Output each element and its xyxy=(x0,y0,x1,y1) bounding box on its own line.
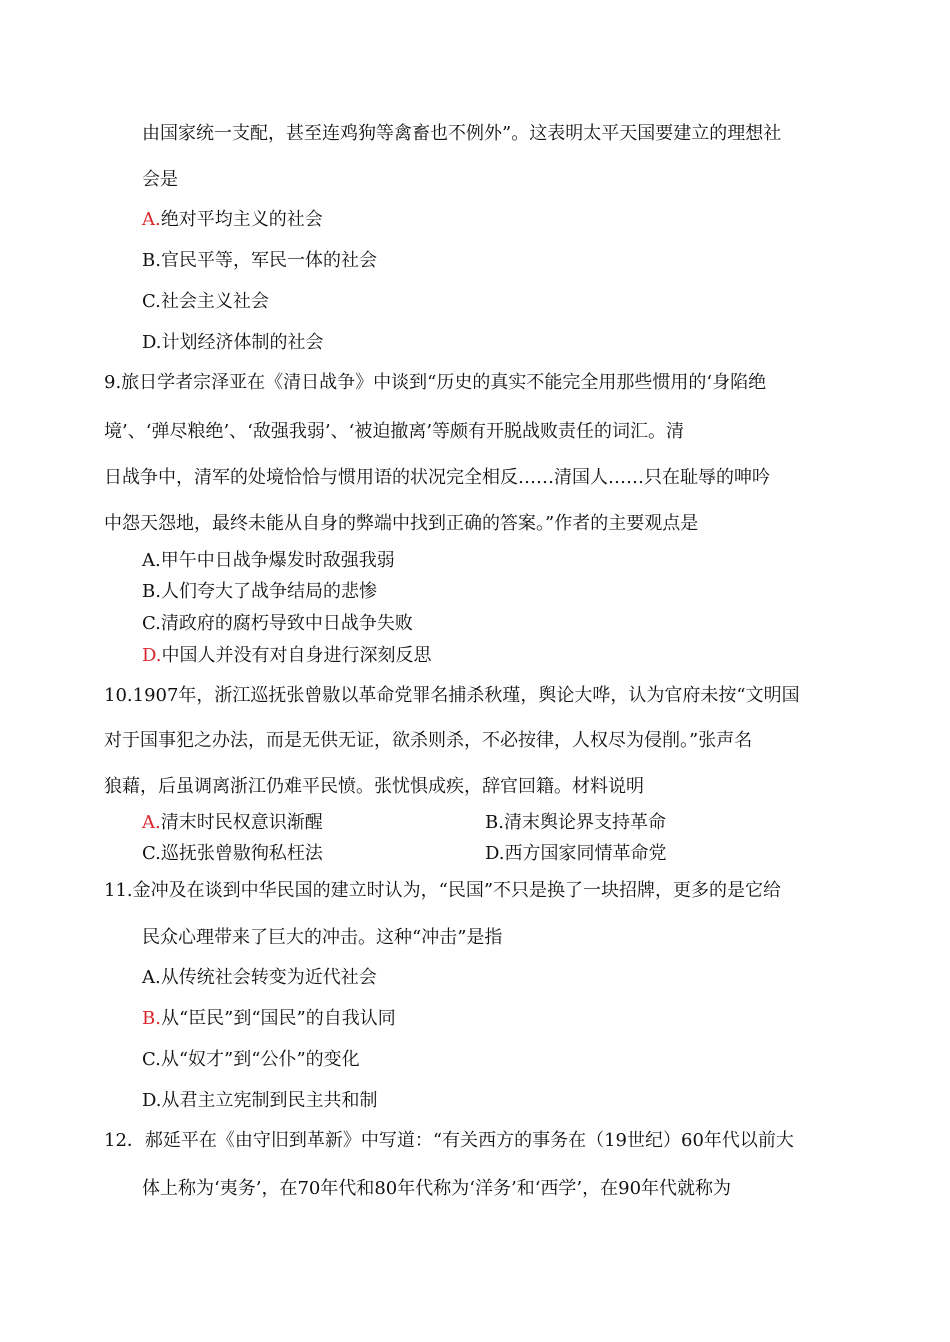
option-letter: B. xyxy=(485,812,504,833)
option-text: 巡抚张曾敭徇私枉法 xyxy=(160,843,323,864)
option-text: 从“奴才”到“公仆”的变化 xyxy=(160,1049,360,1070)
q11-stem-line-1: 11.金冲及在谈到中华民国的建立时认为，“民国”不只是换了一块招牌，更多的是它给 xyxy=(104,880,782,901)
option-text: 社会主义社会 xyxy=(160,291,269,312)
option-letter: D. xyxy=(485,843,505,864)
q10-option-a xyxy=(142,811,323,835)
q8-option-d xyxy=(142,331,324,355)
option-text: 从传统社会转变为近代社会 xyxy=(160,967,377,988)
q8-stem-line-2: 会是 xyxy=(142,169,178,190)
q10-stem-line-2: 对于国事犯之办法，而是无供无证，欲杀则杀，不必按律，人权尽为侵削。”张声名 xyxy=(104,730,753,751)
option-letter: D. xyxy=(142,645,162,666)
q9-stem-line-2: 境’、‘弹尽粮绝’、‘敌强我弱’、‘被迫撤离’等颇有开脱战败责任的词汇。清 xyxy=(104,421,685,442)
q8-option-c xyxy=(142,290,269,314)
q8-option-a xyxy=(142,208,323,232)
option-letter: A. xyxy=(142,550,161,571)
option-text: 清政府的腐朽导致中日战争失败 xyxy=(160,613,413,634)
q9-stem-line-4: 中怨天怨地，最终未能从自身的弊端中找到正确的答案。”作者的主要观点是 xyxy=(104,513,699,534)
option-letter: B. xyxy=(142,581,161,602)
q10-stem-line-3: 狼藉，后虽调离浙江仍难平民愤。张忧惧成疾，辞官回籍。材料说明 xyxy=(104,776,644,797)
option-text: 官民平等，军民一体的社会 xyxy=(160,250,377,271)
q8-option-b xyxy=(142,249,377,273)
option-letter: C. xyxy=(142,1049,161,1070)
q9-stem-line-3: 日战争中，清军的处境恰恰与惯用语的状况完全相反……清国人……只在耻辱的呻吟 xyxy=(104,467,770,488)
q8-stem-line-1: 由国家统一支配，甚至连鸡狗等禽畜也不例外”。这表明太平天国要建立的理想社 xyxy=(142,123,782,144)
q12-stem-line-1: 12．郝延平在《由守旧到革新》中写道：“有关西方的事务在（19世纪）60年代以前大 xyxy=(104,1130,794,1151)
q9-option-b xyxy=(142,580,377,604)
option-letter: A. xyxy=(142,812,161,833)
q9-stem-line-1: 9.旅日学者宗泽亚在《清日战争》中谈到“历史的真实不能完全用那些惯用的‘身陷绝 xyxy=(104,372,767,393)
option-letter: C. xyxy=(142,843,161,864)
option-text: 中国人并没有对自身进行深刻反思 xyxy=(161,645,432,666)
option-letter: B. xyxy=(142,250,161,271)
option-letter: D. xyxy=(142,1090,162,1111)
option-letter: B. xyxy=(142,1008,161,1029)
option-text: 人们夸大了战争结局的悲惨 xyxy=(160,581,377,602)
q9-option-d xyxy=(142,644,432,668)
option-text: 绝对平均主义的社会 xyxy=(160,209,323,230)
q11-option-b xyxy=(142,1007,396,1031)
option-letter: D. xyxy=(142,332,162,353)
option-text: 西方国家同情革命党 xyxy=(504,843,667,864)
q11-stem-line-2: 民众心理带来了巨大的冲击。这种“冲击”是指 xyxy=(142,927,503,948)
option-text: 清末舆论界支持革命 xyxy=(503,812,666,833)
option-letter: C. xyxy=(142,613,161,634)
option-text: 从君主立宪制到民主共和制 xyxy=(161,1090,378,1111)
q10-option-d xyxy=(485,842,667,866)
q9-option-a xyxy=(142,549,395,573)
option-text: 清末时民权意识渐醒 xyxy=(160,812,323,833)
option-letter: A. xyxy=(142,967,161,988)
q10-option-c xyxy=(142,842,323,866)
option-letter: A. xyxy=(142,209,161,230)
option-letter: C. xyxy=(142,291,161,312)
q12-stem-line-2: 体上称为‘夷务’，在70年代和80年代称为‘洋务’和‘西学’，在90年代就称为 xyxy=(142,1178,732,1199)
q11-option-c xyxy=(142,1048,360,1072)
option-text: 从“臣民”到“国民”的自我认同 xyxy=(160,1008,396,1029)
q10-stem-line-1: 10.1907年，浙江巡抚张曾敭以革命党罪名捕杀秋瑾，舆论大哗，认为官府未按“文明国 xyxy=(104,685,800,706)
q9-option-c xyxy=(142,612,413,636)
q10-option-b xyxy=(485,811,666,835)
q11-option-d xyxy=(142,1089,378,1113)
option-text: 甲午中日战争爆发时敌强我弱 xyxy=(160,550,395,571)
q11-option-a xyxy=(142,966,377,990)
option-text: 计划经济体制的社会 xyxy=(161,332,324,353)
